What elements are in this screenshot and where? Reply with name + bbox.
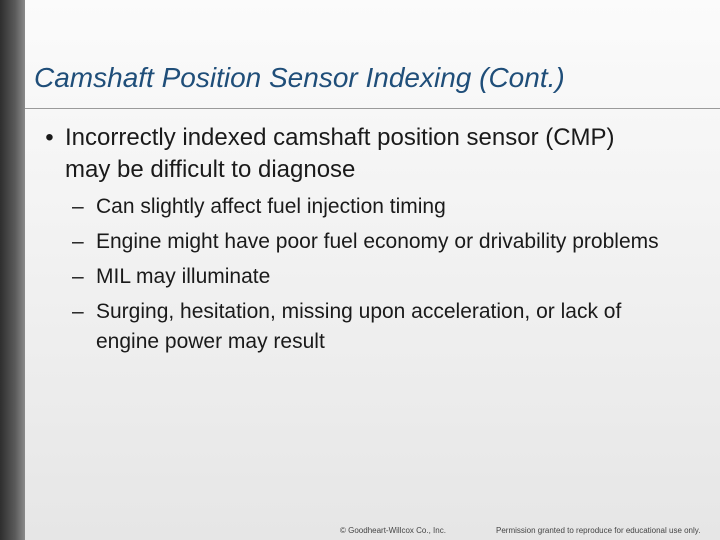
bullet-marker: • [45,124,54,151]
sub-bullet-text: MIL may illuminate [96,265,271,288]
sub-bullet-list [34,192,704,357]
sub-bullet-text: Surging, hesitation, missing upon acceleration, or lack of engine power may result [96,300,622,353]
slide-left-bar [0,0,25,540]
sub-bullet-dash: – [72,265,84,288]
title-divider [25,108,720,109]
sub-bullet-dash: – [72,300,84,323]
sub-bullet-item [72,192,704,222]
footer-permission: Permission granted to reproduce for educational use only. [496,526,701,535]
bullet-item [34,122,704,186]
sub-bullet-dash: – [72,230,84,253]
slide-title: Camshaft Position Sensor Indexing (Cont.) [34,62,565,93]
sub-bullet-item [72,262,704,292]
sub-bullet-text: Engine might have poor fuel economy or drivability problems [96,230,659,253]
slide-content [34,122,704,362]
sub-bullet-item [72,227,704,257]
sub-bullet-text: Can slightly affect fuel injection timing [96,195,446,218]
footer-copyright: © Goodheart-Willcox Co., Inc. [340,526,446,535]
sub-bullet-item [72,297,704,357]
sub-bullet-dash: – [72,195,84,218]
bullet-text: Incorrectly indexed camshaft position sensor (CMP) may be difficult to diagnose [65,124,615,183]
